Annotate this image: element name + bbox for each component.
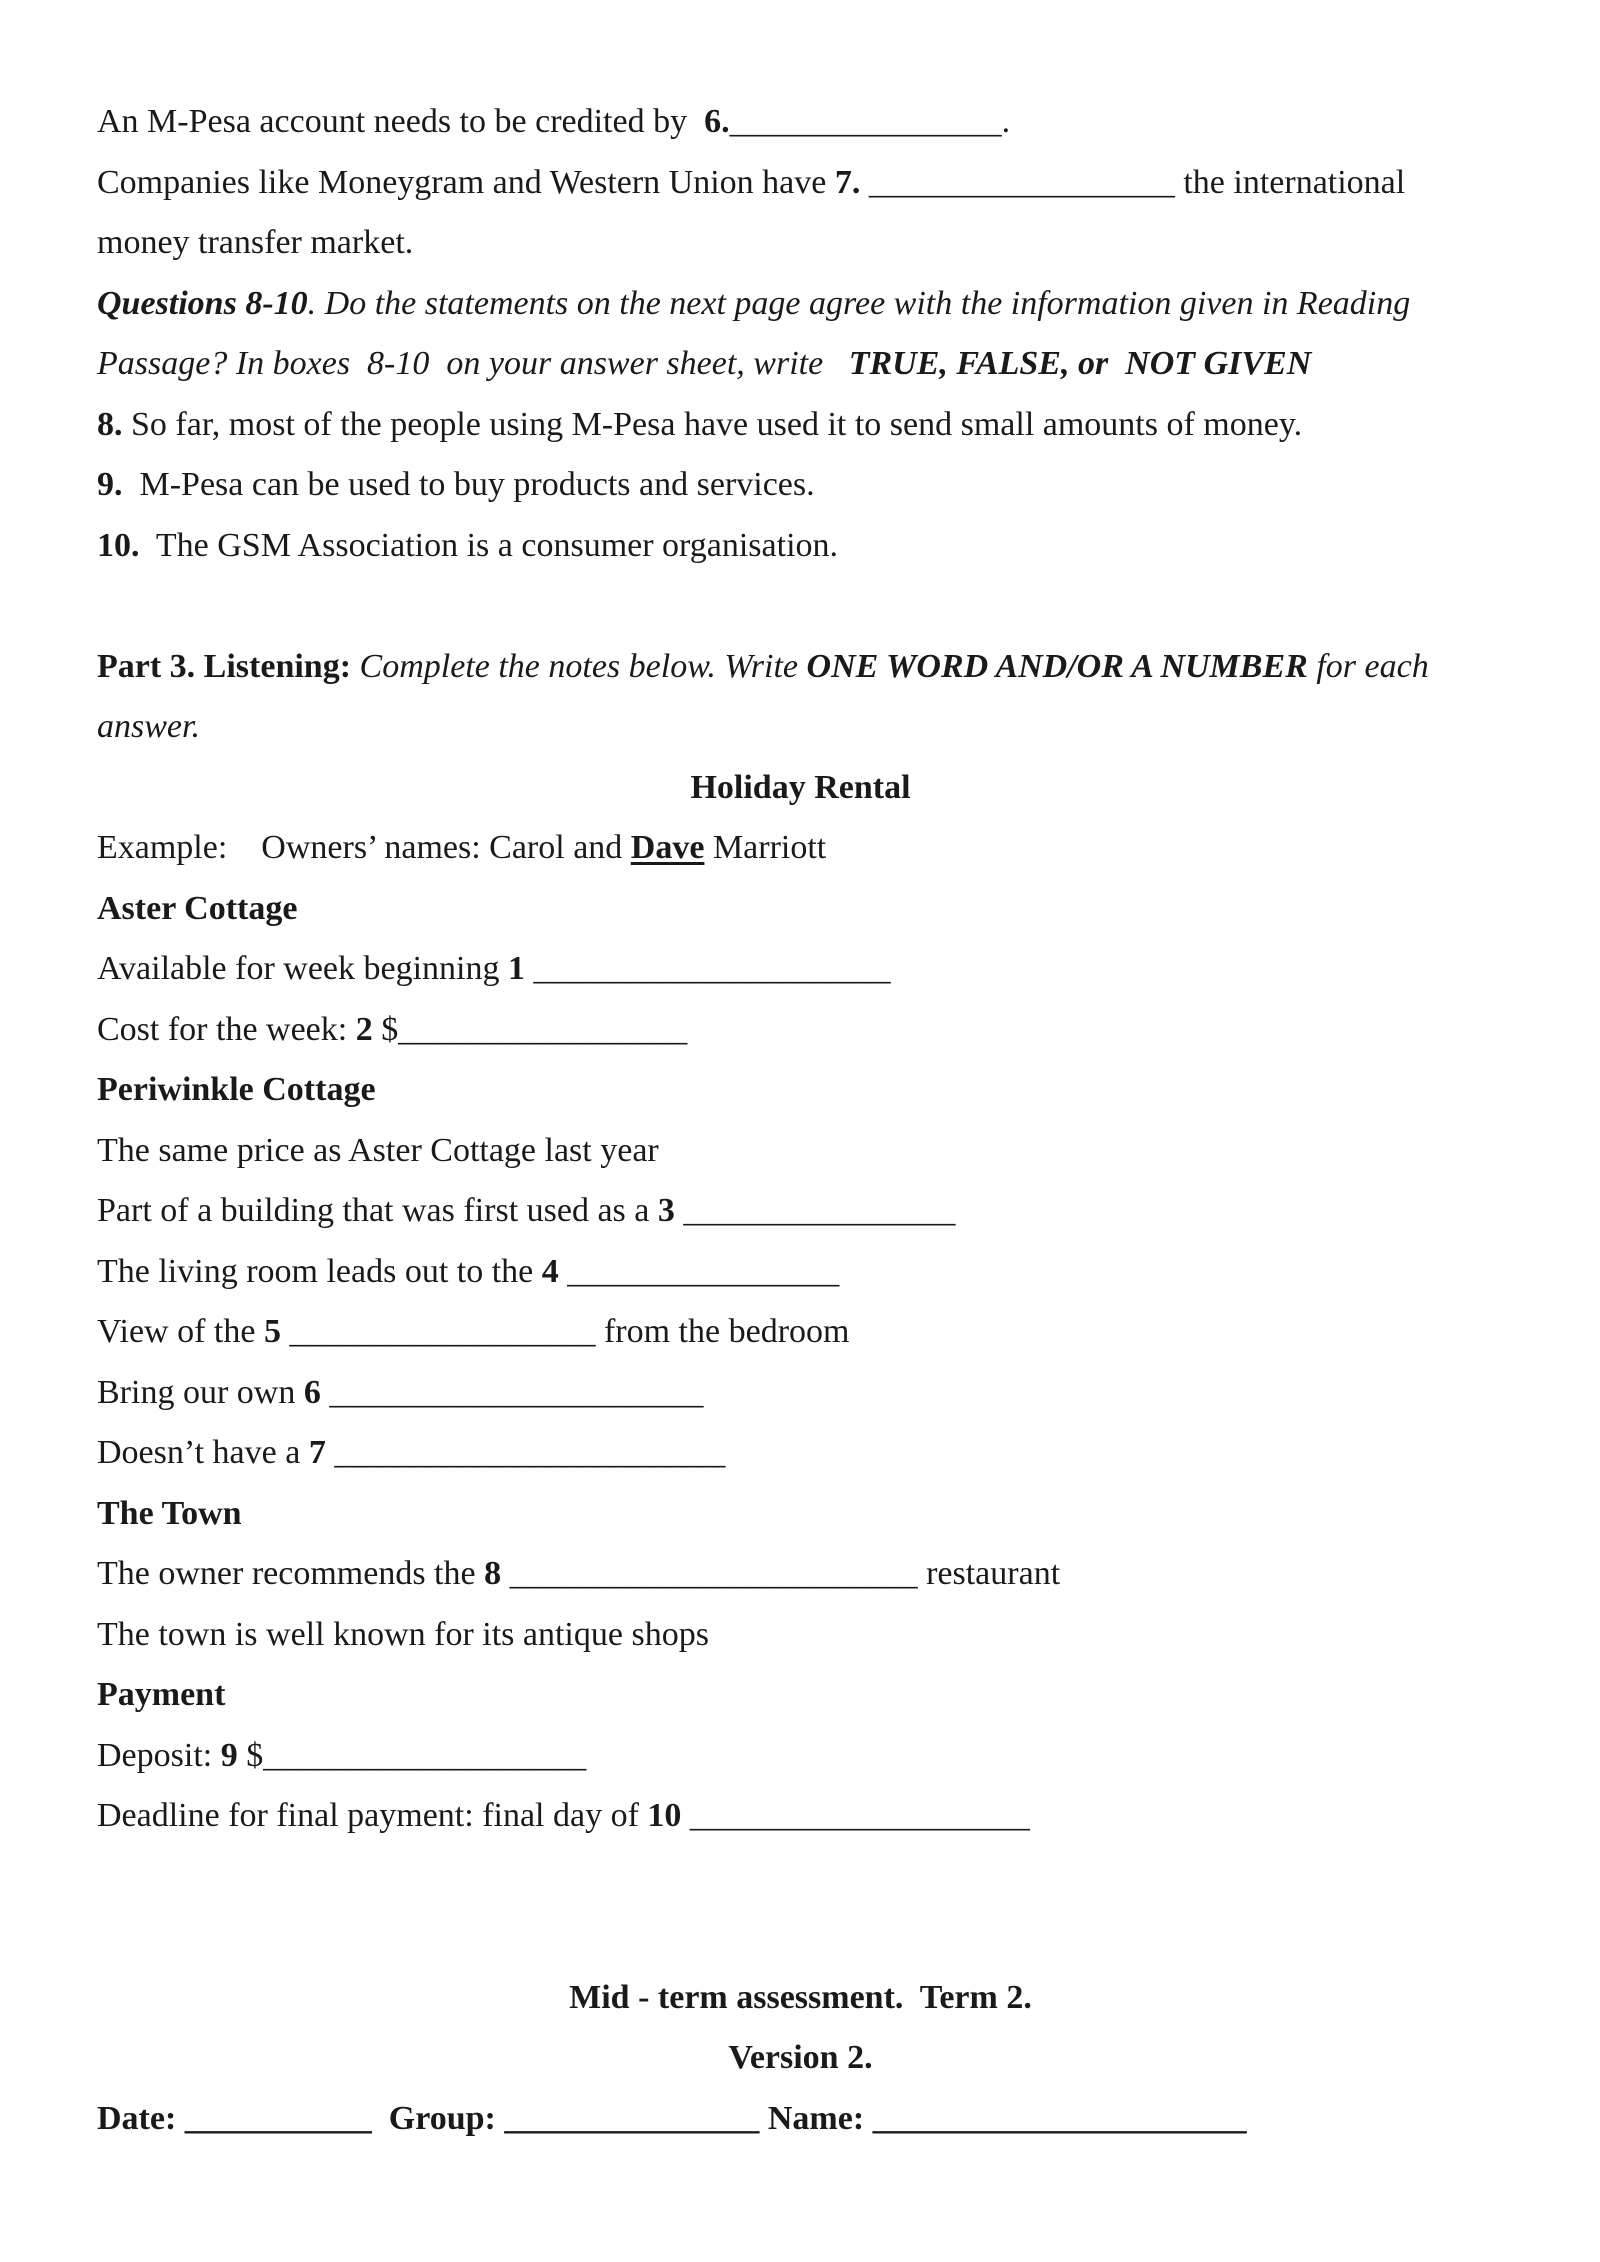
- instructions-8-10-continued: [97, 334, 1504, 395]
- example-label: Example:: [97, 829, 228, 866]
- example-after: Marriott: [704, 829, 827, 866]
- note-9-number: 9: [220, 1736, 238, 1774]
- note-7: [97, 1423, 1504, 1484]
- note-4: [97, 1242, 1504, 1303]
- note-8-after: restaurant: [917, 1555, 1061, 1592]
- note-8-text: The owner recommends the: [97, 1555, 485, 1592]
- note-3-number: 3: [657, 1192, 675, 1229]
- note-8-answer-blank[interactable]: ________________________: [501, 1555, 918, 1592]
- note-3-answer-blank[interactable]: ________________: [674, 1192, 956, 1229]
- instructions-text-cont: Passage? In boxes 8-10 on your answer sheet, write: [97, 345, 849, 382]
- student-info-line: [97, 2089, 1504, 2150]
- note-2-answer-blank[interactable]: $_________________: [372, 1010, 688, 1048]
- note-9-text: Deposit:: [97, 1736, 221, 1774]
- note-4-number: 4: [541, 1252, 559, 1290]
- note-5: [97, 1302, 1504, 1363]
- note-9-answer-blank[interactable]: $___________________: [237, 1736, 587, 1774]
- listening-instr-text: Complete the notes below. Write: [351, 647, 807, 685]
- section-spacer: [97, 576, 1504, 637]
- note-2-text: Cost for the week:: [97, 1010, 356, 1048]
- note-1: [97, 939, 1504, 1000]
- note-4-answer-blank[interactable]: ________________: [558, 1252, 840, 1290]
- listening-instr-text-2: for each: [1307, 647, 1429, 685]
- q8-number: 8.: [97, 405, 123, 443]
- q6-text: An M-Pesa account needs to be credited by: [97, 103, 705, 140]
- q10-text: The GSM Association is a consumer organisation.: [139, 526, 839, 564]
- instructions-text: . Do the statements on the next page agree with the information given in Reading: [307, 284, 1411, 322]
- question-9: [97, 455, 1504, 516]
- note-1-text: Available for week beginning: [97, 950, 509, 987]
- listening-instructions-continued: answer.: [97, 708, 200, 745]
- name-label: Name:: [759, 2099, 865, 2137]
- note-5-text: View of the: [97, 1313, 264, 1350]
- notes-title: Holiday Rental: [690, 768, 911, 806]
- note-7-text: Doesn’t have a: [97, 1434, 309, 1471]
- date-field[interactable]: ___________: [176, 2099, 372, 2137]
- note-10-text: Deadline for final payment: final day of: [97, 1797, 648, 1834]
- note-3: [97, 1181, 1504, 1242]
- q9-text: M-Pesa can be used to buy products and services.: [122, 466, 815, 503]
- example-answer: Dave: [630, 829, 705, 866]
- q6-answer-blank[interactable]: ________________: [729, 103, 1002, 140]
- note-6-text: Bring our own: [97, 1373, 304, 1411]
- note-5-after: from the bedroom: [595, 1313, 850, 1350]
- note-2-number: 2: [355, 1010, 373, 1048]
- q7-number: 7.: [834, 163, 861, 201]
- note-10: [97, 1786, 1504, 1847]
- example-text: Owners’ names: Carol and: [227, 829, 631, 866]
- note-6-answer-blank[interactable]: ______________________: [320, 1373, 704, 1411]
- note-4-text: The living room leads out to the: [97, 1252, 542, 1290]
- question-8: [97, 395, 1504, 456]
- question-6: [97, 92, 1504, 153]
- footer-spacer: [97, 1847, 1504, 1968]
- question-7: [97, 153, 1504, 214]
- note-1-answer-blank[interactable]: _____________________: [525, 950, 891, 987]
- q6-after: .: [1001, 103, 1011, 140]
- question-7-continued: money transfer market.: [97, 224, 414, 261]
- periwinkle-price-note: The same price as Aster Cottage last year: [97, 1131, 659, 1169]
- note-8-number: 8: [484, 1555, 502, 1592]
- note-7-answer-blank[interactable]: _______________________: [325, 1434, 726, 1471]
- date-label: Date:: [97, 2099, 177, 2137]
- note-1-number: 1: [508, 950, 526, 987]
- note-8: [97, 1544, 1504, 1605]
- name-field[interactable]: ______________________: [864, 2099, 1247, 2137]
- periwinkle-heading: Periwinkle Cottage: [97, 1071, 376, 1108]
- answer-options: TRUE, FALSE, or NOT GIVEN: [848, 345, 1312, 382]
- group-field[interactable]: _______________: [495, 2099, 760, 2137]
- q7-answer-blank[interactable]: __________________: [860, 163, 1175, 201]
- note-5-number: 5: [263, 1313, 281, 1350]
- note-2: [97, 1000, 1504, 1061]
- q10-number: 10.: [97, 526, 140, 564]
- q7-text: Companies like Moneygram and Western Union have: [97, 163, 835, 201]
- payment-heading: Payment: [97, 1676, 226, 1713]
- q7-after: the international: [1174, 163, 1406, 201]
- question-10: [97, 516, 1504, 577]
- version-label: Version 2.: [728, 2039, 873, 2076]
- q6-number: 6.: [704, 103, 730, 140]
- note-7-number: 7: [308, 1434, 326, 1471]
- note-3-text: Part of a building that was first used as a: [97, 1192, 658, 1229]
- part-label: Part 3. Listening:: [97, 647, 352, 685]
- town-antique-note: The town is well known for its antique shops: [97, 1615, 709, 1653]
- aster-heading: Aster Cottage: [97, 889, 298, 927]
- assessment-title: Mid - term assessment. Term 2.: [569, 1978, 1032, 2016]
- note-9: [97, 1726, 1504, 1787]
- town-heading: The Town: [97, 1494, 242, 1532]
- note-10-number: 10: [647, 1797, 682, 1834]
- q8-text: So far, most of the people using M-Pesa have used it to send small amounts of money.: [122, 405, 1303, 443]
- note-6-number: 6: [303, 1373, 321, 1411]
- note-6: [97, 1363, 1504, 1424]
- q9-number: 9.: [97, 466, 123, 503]
- instructions-8-10: [97, 274, 1504, 335]
- listening-instr-bold: ONE WORD AND/OR A NUMBER: [806, 647, 1308, 685]
- note-10-answer-blank[interactable]: ____________________: [681, 1797, 1030, 1834]
- listening-instructions: [97, 637, 1504, 698]
- note-5-answer-blank[interactable]: __________________: [280, 1313, 596, 1350]
- group-label: Group:: [371, 2099, 496, 2137]
- instructions-title: Questions 8-10: [97, 284, 308, 322]
- example-line: [97, 818, 1504, 879]
